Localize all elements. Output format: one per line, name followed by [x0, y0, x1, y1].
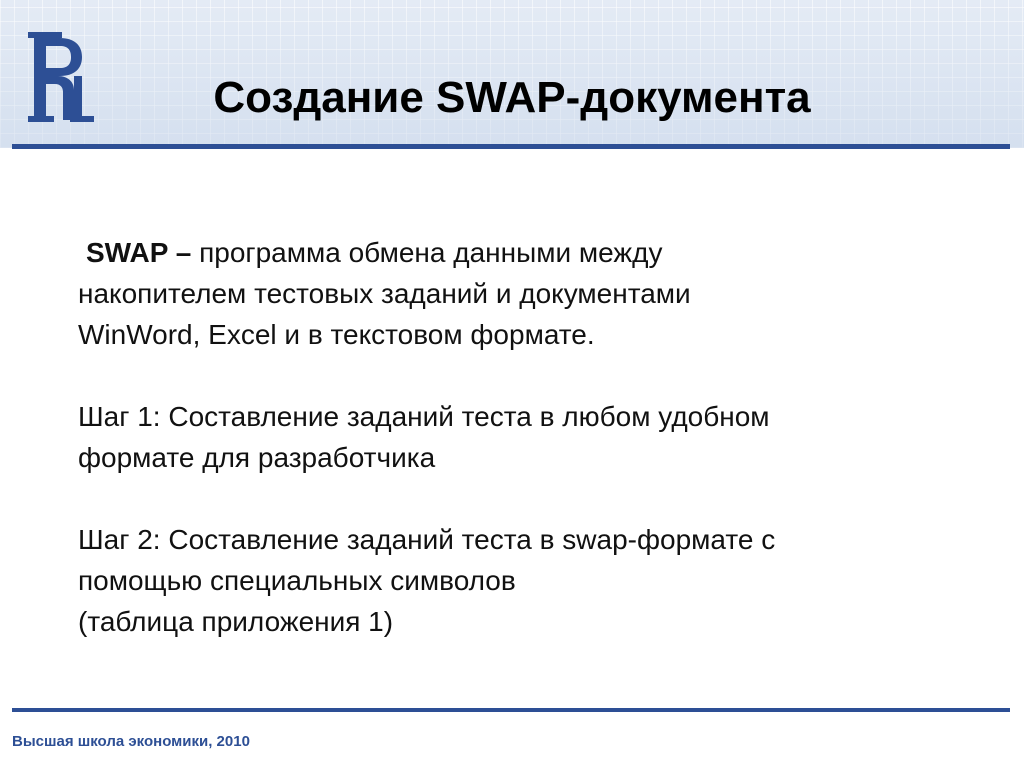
intro-line-3: WinWord, Excel и в текстовом формате. — [78, 319, 595, 350]
step2-line-1: Шаг 2: Составление заданий теста в swap-формате с — [78, 524, 776, 555]
spacer — [78, 355, 978, 396]
intro-term: SWAP – — [86, 237, 192, 268]
spacer — [78, 478, 978, 519]
footer-caption: Высшая школа экономики, 2010 — [12, 733, 250, 750]
intro-definition: программа обмена данными между — [191, 237, 663, 268]
step2-line-3: (таблица приложения 1) — [78, 606, 394, 637]
step1-line-1: Шаг 1: Составление заданий теста в любом удобном — [78, 401, 770, 432]
intro-line-1 — [78, 232, 978, 273]
footer-divider — [12, 708, 1010, 712]
step2-line-2: помощью специальных символов — [78, 565, 516, 596]
slide-body — [78, 232, 978, 642]
intro-line-2: накопителем тестовых заданий и документами — [78, 278, 691, 309]
step1-line-2: формате для разработчика — [78, 442, 436, 473]
header-divider — [12, 144, 1010, 149]
slide-title: Создание SWAP-документа — [213, 73, 811, 122]
